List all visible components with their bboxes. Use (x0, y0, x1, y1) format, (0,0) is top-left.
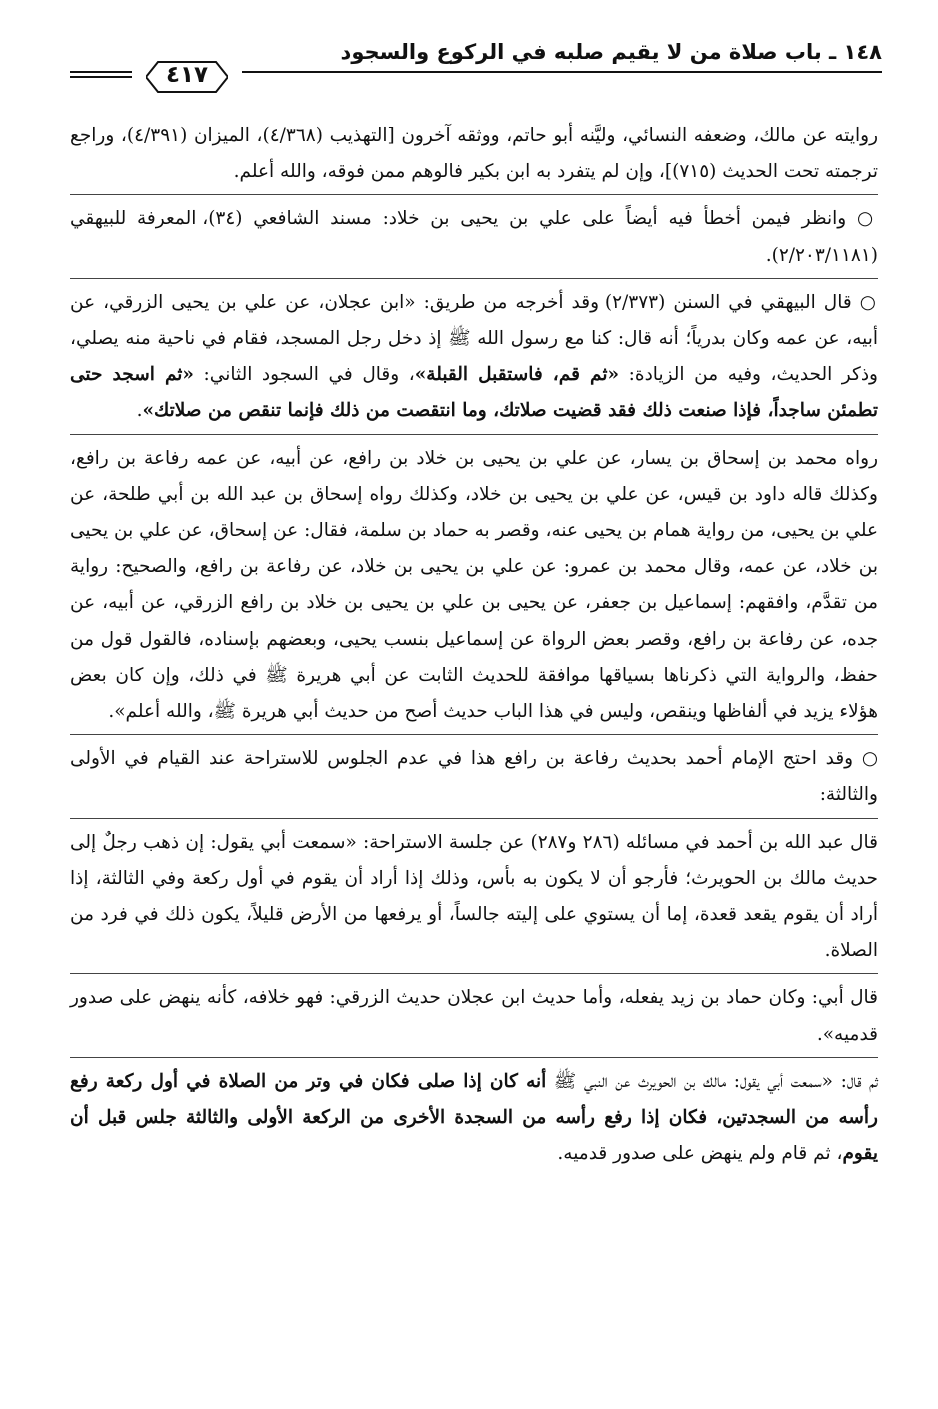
page-body (70, 118, 878, 1172)
paragraph-8: ثم قال: «سمعت أبي يقول: مالك بن الحويرث عن النبي ﷺ أنه كان إذا صلى فكان في وتر من الصلاة في أول ركعة رفع رأسه من السجدتين، فكان إذا رفع رأسه من السجدة الأخرى من الركعة الأولى والثالثة جلس قبل أن يقوم، ثم قام ولم ينهض على صدور قدميه. (70, 1070, 878, 1165)
separator (70, 434, 878, 437)
paragraph-3: ○ قال البيهقي في السنن (٢/٣٧٣) وقد أخرجه من طريق: «ابن عجلان، عن علي بن يحيى الزرقي، عن أبيه، عن عمه وكان بدرياً؛ أنه قال: كنا مع رسول الله ﷺ إذ دخل رجل المسجد، فقام في ناحية منه يصلي، وذكر الحديث، وفيه من الزيادة: «ثم قم، فاستقبل القبلة»، وقال في السجود الثاني: «ثم اسجد حتى تطمئن ساجداً، فإذا صنعت ذلك فقد قضيت صلاتك، وما انتقصت من ذلك فإنما تنقص من صلاتك». (70, 291, 878, 422)
page-number-badge (132, 58, 242, 96)
separator (70, 278, 878, 281)
separator (70, 973, 878, 976)
paragraph-1: روايته عن مالك، وضعفه النسائي، وليَّنه أبو حاتم، ووثقه آخرون [التهذيب (٤/٣٦٨)، الميزان (٤/٣٩١)، وراجع ترجمته تحت الحديث (٧١٥)]، وإن لم يتفرد به ابن بكير فالوهم ممن فوقه، والله أعلم. (70, 125, 879, 183)
separator (70, 1057, 878, 1060)
paragraph-6: قال عبد الله بن أحمد في مسائله (٢٨٦ و٢٨٧) عن جلسة الاستراحة: «سمعت أبي يقول: إن ذهب رجلٌ إلى حديث مالك بن الحويرث؛ فأرجو أن لا يكون به بأس، وذلك إذا أراد أن يقوم في أول ركعة وفي الثالثة، إذا أراد أن يقوم يقعد قعدة، إما أن يستوي على إليته جالساً، أو يرفعها من الأرض قليلاً، يكون ذلك في فرد من الصلاة. (70, 831, 878, 962)
paragraph-4: رواه محمد بن إسحاق بن يسار، عن علي بن يحيى بن خلاد بن رافع، عن أبيه، عن عمه رفاعة بن رافع، وكذلك قاله داود بن قيس، عن علي بن يحيى بن خلاد، وكذلك رواه إسحاق بن عبد الله بن أبي طلحة، عن علي بن يحيى، من رواية همام بن يحيى عنه، وقصر به حماد بن سلمة، فقال: عن إسحاق، عن علي بن يحيى بن خلاد، عن عمه، وقال محمد بن عمرو: عن علي بن يحيى بن خلاد، عن رفاعة بن رافع، والصحيح: رواية من تقدَّم، وافقهم: إسماعيل بن جعفر، عن يحيى بن علي بن يحيى بن خلاد بن رافع الزرقي، عن أبيه، عن جده، عن رفاعة بن رافع، وقصر بعض الرواة عن إسماعيل بنسب يحيى، وبعضهم بإسناده، فالقول قول من حفظ، والرواية التي ذكرناها بسياقها موافقة للحديث الثابت عن أبي هريرة ﷺ في ذلك، وإن كان بعض هؤلاء يزيد في ألفاظها وينقص، وليس في هذا الباب حديث أصح من حديث أبي هريرة ﷺ، والله أعلم». (70, 447, 878, 723)
page-header (70, 40, 882, 92)
paragraph-2: ○ وانظر فيمن أخطأ فيه أيضاً على علي بن يحيى بن خلاد: مسند الشافعي (٣٤)، المعرفة للبيهقي (٢/٢٠٣/١١٨١). (70, 208, 878, 266)
page-number: ٤١٧ (165, 62, 209, 88)
paragraph-7: قال أبي: وكان حماد بن زيد يفعله، وأما حديث ابن عجلان حديث الزرقي: فهو خلافه، كأنه ينهض على صدور قدميه». (70, 987, 878, 1045)
separator (70, 818, 878, 821)
separator (70, 194, 878, 197)
chapter-title: ١٤٨ ـ باب صلاة من لا يقيم صلبه في الركوع والسجود (340, 40, 882, 64)
paragraph-5: ○ وقد احتج الإمام أحمد بحديث رفاعة بن رافع هذا في عدم الجلوس للاستراحة عند القيام في الأولى والثالثة: (70, 748, 878, 806)
separator (70, 734, 878, 737)
